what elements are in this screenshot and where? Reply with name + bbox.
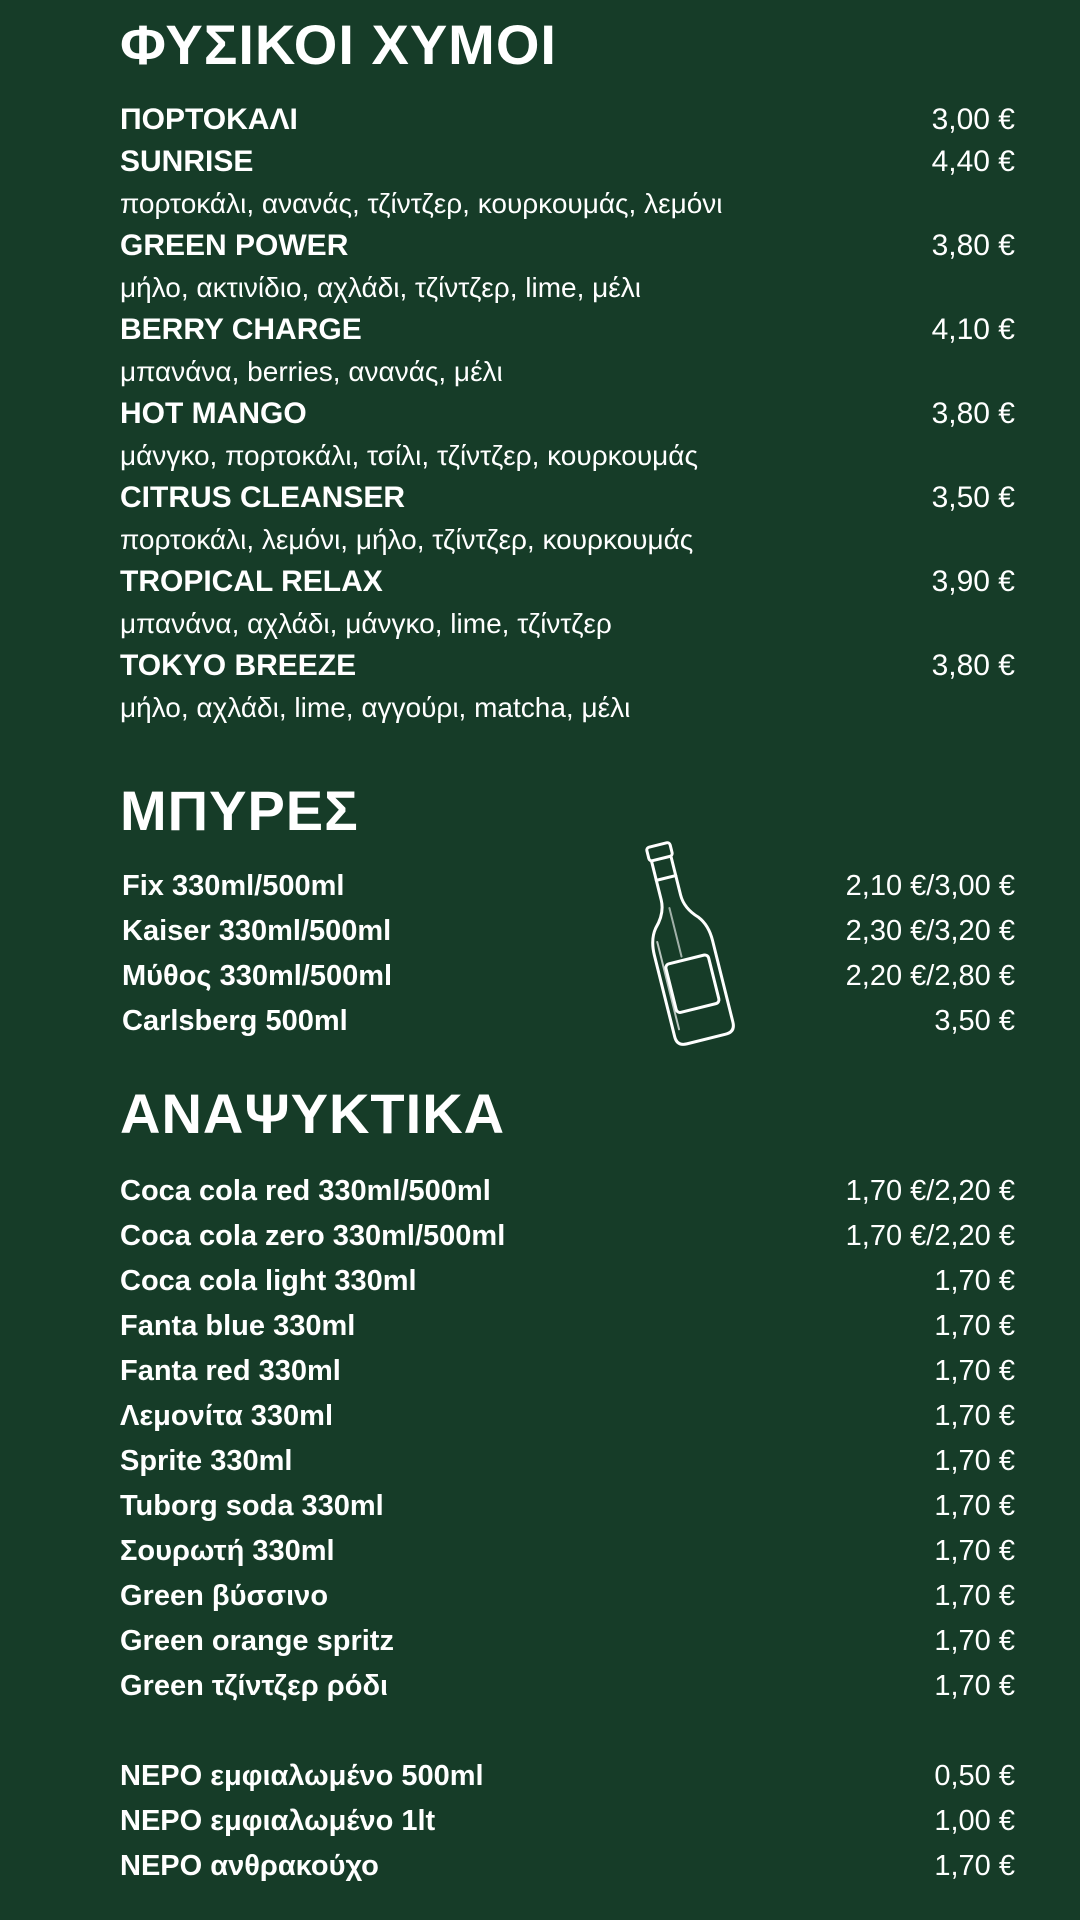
- item-name: HOT MANGO: [120, 397, 307, 430]
- item-name: ΝΕΡΟ ανθρακούχο: [120, 1850, 379, 1882]
- juice-item: [120, 99, 1015, 141]
- item-name: Coca cola red 330ml/500ml: [120, 1175, 491, 1207]
- water-item: [120, 1754, 1015, 1799]
- softs-list: [120, 1169, 1015, 1889]
- item-price: 3,80 €: [931, 649, 1015, 682]
- beer-item: [122, 954, 1015, 999]
- softs-title: ΑΝΑΨΥΚΤΙΚΑ: [120, 1082, 506, 1145]
- juice-item: [120, 477, 1015, 519]
- item-name: Green τζίντζερ ρόδι: [120, 1670, 389, 1702]
- item-price: 3,80 €: [931, 229, 1015, 262]
- item-price: 1,70 €: [934, 1535, 1015, 1567]
- juice-item: [120, 309, 1015, 351]
- item-price: 1,70 €: [934, 1310, 1015, 1342]
- item-name: Sprite 330ml: [120, 1445, 293, 1477]
- item-name: Coca cola zero 330ml/500ml: [120, 1220, 506, 1252]
- item-price: 3,50 €: [934, 1005, 1015, 1037]
- item-name: Green βύσσινο: [120, 1580, 329, 1612]
- spacer: [120, 1709, 1015, 1754]
- beer-bottle-icon: [626, 836, 738, 1048]
- soft-drink-item: [120, 1394, 1015, 1439]
- item-price: 1,00 €: [934, 1805, 1015, 1837]
- item-name: Coca cola light 330ml: [120, 1265, 417, 1297]
- item-name: CITRUS CLEANSER: [120, 481, 406, 514]
- item-name: ΝΕΡΟ εμφιαλωμένο 500ml: [120, 1760, 484, 1792]
- item-name: ΝΕΡΟ εμφιαλωμένο 1lt: [120, 1805, 436, 1837]
- soft-drink-item: [120, 1619, 1015, 1664]
- soft-drink-item: [120, 1529, 1015, 1574]
- item-name: SUNRISE: [120, 145, 254, 178]
- beers-list: [122, 864, 1015, 1044]
- item-price: 1,70 €: [934, 1445, 1015, 1477]
- juice-item: [120, 393, 1015, 435]
- item-name: Kaiser 330ml/500ml: [122, 915, 392, 947]
- item-price: 3,00 €: [931, 103, 1015, 136]
- item-price: 1,70 €/2,20 €: [845, 1175, 1015, 1207]
- juice-ingredients: μήλο, ακτινίδιο, αχλάδι, τζίντζερ, lime, μέλι: [120, 272, 641, 303]
- juice-ingredients: πορτοκάλι, ανανάς, τζίντζερ, κουρκουμάς, λεμόνι: [120, 188, 723, 219]
- juice-item: [120, 561, 1015, 603]
- item-name: Σουρωτή 330ml: [120, 1535, 335, 1567]
- item-price: 1,70 €/2,20 €: [845, 1220, 1015, 1252]
- item-name: Fanta red 330ml: [120, 1355, 341, 1387]
- beers-title: ΜΠΥΡΕΣ: [120, 779, 359, 842]
- beer-item: [122, 909, 1015, 954]
- water-item: [120, 1799, 1015, 1844]
- item-price: 4,40 €: [931, 145, 1015, 178]
- juice-ingredients: μπανάνα, berries, ανανάς, μέλι: [120, 356, 503, 387]
- soft-drink-item: [120, 1259, 1015, 1304]
- soft-drink-item: [120, 1349, 1015, 1394]
- item-price: 3,50 €: [931, 481, 1015, 514]
- juice-ingredients: μήλο, αχλάδι, lime, αγγούρι, matcha, μέλι: [120, 692, 631, 723]
- item-price: 2,30 €/3,20 €: [845, 915, 1015, 947]
- item-price: 3,90 €: [931, 565, 1015, 598]
- item-price: 1,70 €: [934, 1355, 1015, 1387]
- item-name: TOKYO BREEZE: [120, 649, 357, 682]
- item-price: 4,10 €: [931, 313, 1015, 346]
- item-name: BERRY CHARGE: [120, 313, 362, 346]
- juice-ingredients: μπανάνα, αχλάδι, μάνγκο, lime, τζίντζερ: [120, 608, 612, 639]
- item-price: 2,20 €/2,80 €: [845, 960, 1015, 992]
- soft-drink-item: [120, 1304, 1015, 1349]
- item-name: GREEN POWER: [120, 229, 349, 262]
- item-price: 1,70 €: [934, 1265, 1015, 1297]
- juice-item: [120, 225, 1015, 267]
- soft-drink-item: [120, 1439, 1015, 1484]
- water-item: [120, 1844, 1015, 1889]
- item-name: ΠΟΡΤΟΚΑΛΙ: [120, 103, 298, 136]
- item-name: Carlsberg 500ml: [122, 1005, 348, 1037]
- item-price: 1,70 €: [934, 1625, 1015, 1657]
- item-price: 1,70 €: [934, 1400, 1015, 1432]
- beer-item: [122, 999, 1015, 1044]
- juices-title: ΦΥΣΙΚΟΙ ΧΥΜΟΙ: [120, 13, 557, 76]
- juice-ingredients: μάνγκο, πορτοκάλι, τσίλι, τζίντζερ, κουρκουμάς: [120, 440, 698, 471]
- item-name: Fix 330ml/500ml: [122, 870, 345, 902]
- juice-ingredients: πορτοκάλι, λεμόνι, μήλο, τζίντζερ, κουρκουμάς: [120, 524, 694, 555]
- beer-item: [122, 864, 1015, 909]
- item-name: Tuborg soda 330ml: [120, 1490, 384, 1522]
- item-name: TROPICAL RELAX: [120, 565, 383, 598]
- soft-drink-item: [120, 1214, 1015, 1259]
- soft-drink-item: [120, 1484, 1015, 1529]
- item-price: 1,70 €: [934, 1490, 1015, 1522]
- item-price: 0,50 €: [934, 1760, 1015, 1792]
- item-price: 3,80 €: [931, 397, 1015, 430]
- item-name: Fanta blue 330ml: [120, 1310, 356, 1342]
- juices-list: [120, 99, 1015, 729]
- soft-drink-item: [120, 1169, 1015, 1214]
- juice-item: [120, 645, 1015, 687]
- item-price: 1,70 €: [934, 1670, 1015, 1702]
- soft-drink-item: [120, 1574, 1015, 1619]
- item-price: 2,10 €/3,00 €: [845, 870, 1015, 902]
- item-name: Μύθος 330ml/500ml: [122, 960, 393, 992]
- item-price: 1,70 €: [934, 1580, 1015, 1612]
- item-name: Green orange spritz: [120, 1625, 394, 1657]
- juice-item: [120, 141, 1015, 183]
- soft-drink-item: [120, 1664, 1015, 1709]
- item-price: 1,70 €: [934, 1850, 1015, 1882]
- item-name: Λεμονίτα 330ml: [120, 1400, 333, 1432]
